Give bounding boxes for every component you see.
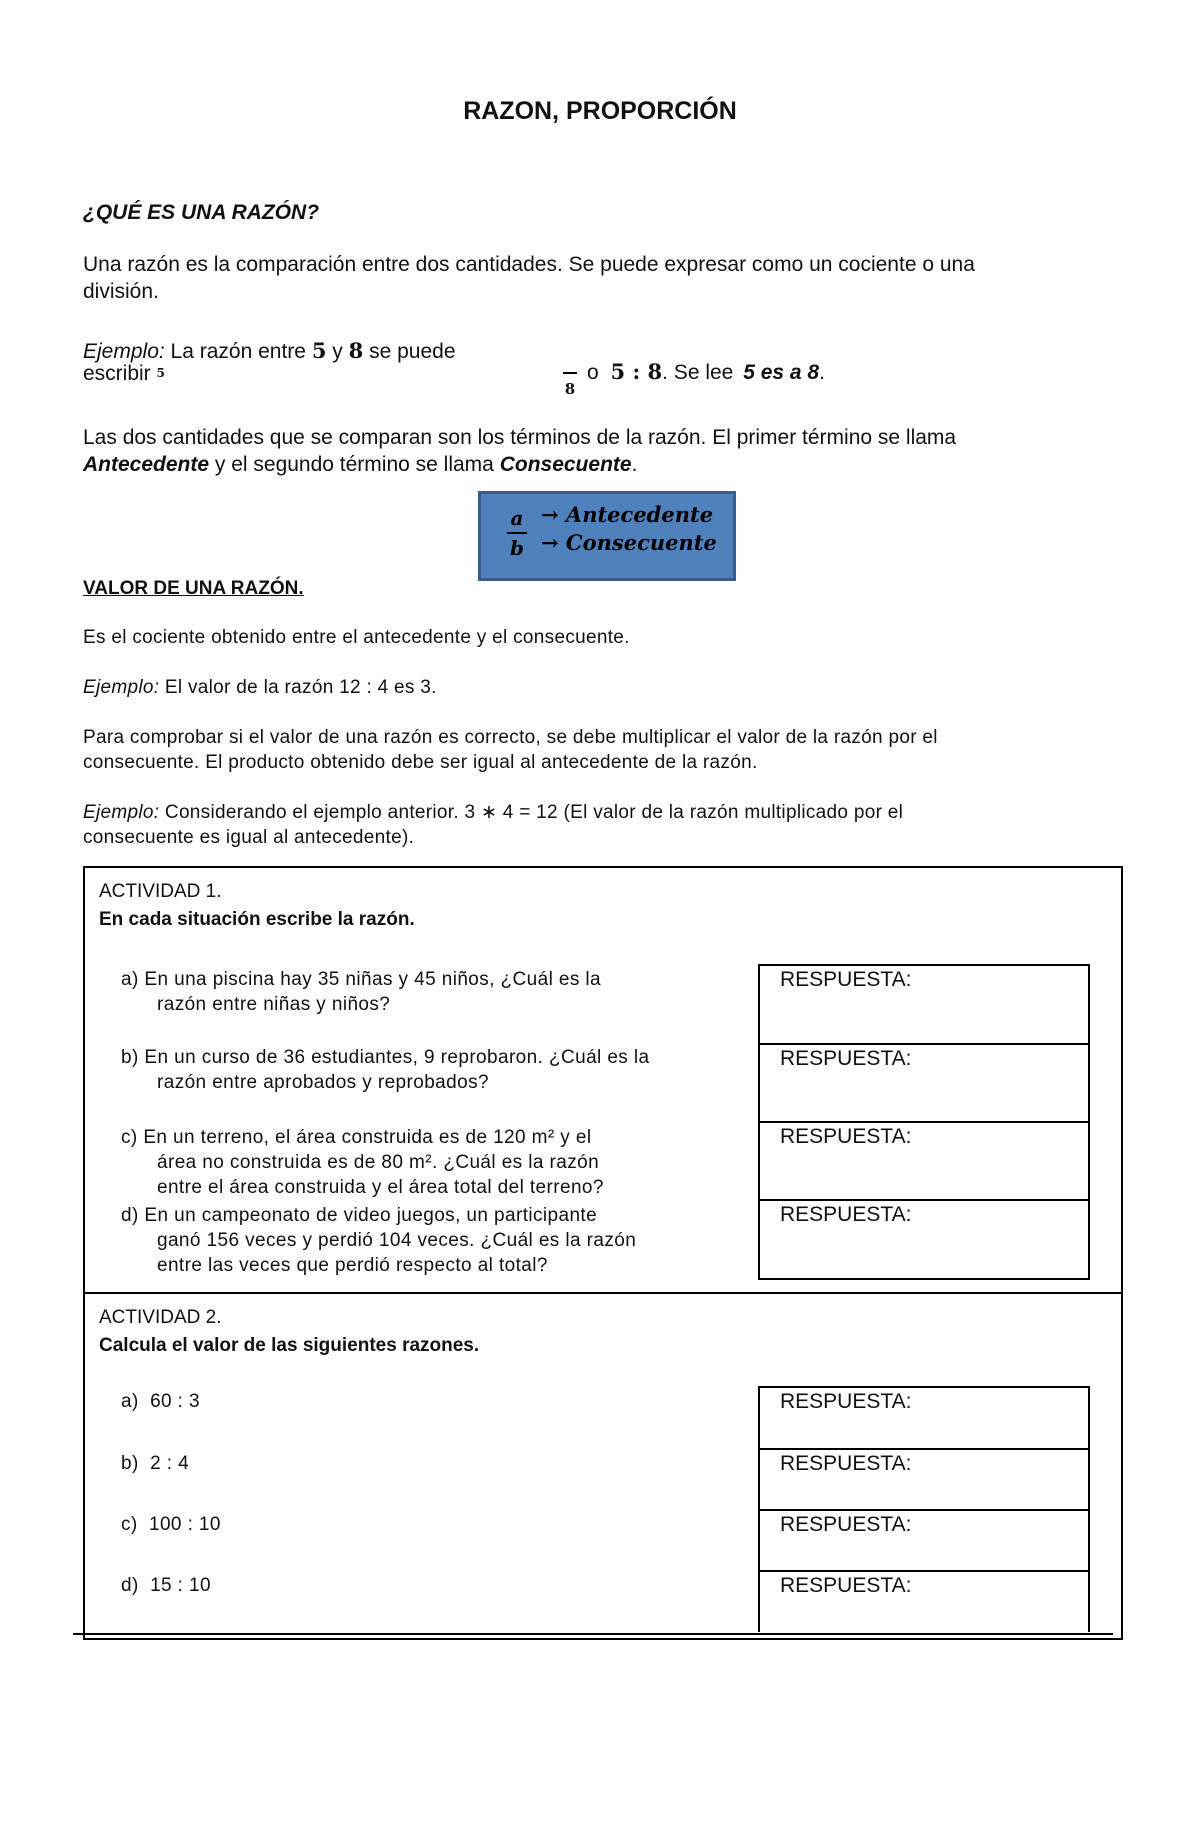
question-line: área no construida es de 80 m². ¿Cuál es la razón bbox=[157, 1152, 600, 1173]
valor-example2-line-2: consecuente es igual al antecedente). bbox=[83, 827, 415, 848]
activity-1-question-a bbox=[121, 967, 701, 1017]
example-ratio-line: o 5 : 8. Se lee 5 es a 8. bbox=[587, 359, 825, 384]
definition-line-2: división. bbox=[83, 280, 159, 303]
term-antecedente: Antecedente bbox=[83, 453, 210, 476]
valor-example2-text-1: Considerando el ejemplo anterior. 3 ∗ 4 = 12 (El valor de la razón multiplicado por el bbox=[164, 802, 904, 823]
fraction-bar bbox=[563, 372, 577, 374]
valor-example2-label: Ejemplo: bbox=[83, 802, 160, 823]
valor-check-paragraph bbox=[83, 725, 1103, 775]
example-text: La razón entre bbox=[170, 340, 306, 363]
valor-example bbox=[83, 675, 1103, 700]
fraction-denominator: 8 bbox=[564, 380, 576, 398]
activity-2-answers bbox=[758, 1386, 1090, 1632]
answer-box-a[interactable] bbox=[760, 966, 1088, 1045]
question-line: En un campeonato de video juegos, un participante bbox=[144, 1205, 598, 1226]
example-escribir: escribir bbox=[83, 362, 151, 385]
page-title: RAZON, PROPORCIÓN bbox=[463, 97, 737, 125]
activity-2-question-b bbox=[121, 1451, 189, 1476]
answer-label: RESPUESTA: bbox=[780, 1203, 912, 1226]
question-letter: b) bbox=[121, 1047, 139, 1068]
answer-box-c[interactable] bbox=[760, 1123, 1088, 1201]
question-line: entre el área construida y el área total del terreno? bbox=[157, 1177, 604, 1198]
activity-1-question-d bbox=[121, 1203, 721, 1278]
example-consequent: 8 bbox=[348, 338, 364, 363]
answer-box-c[interactable] bbox=[760, 1511, 1088, 1572]
answer-label: RESPUESTA: bbox=[780, 1513, 912, 1536]
valor-example2-line-1 bbox=[83, 800, 1103, 825]
question-letter: b) bbox=[121, 1453, 139, 1474]
box-antecedente-label: → Antecedente bbox=[541, 502, 714, 527]
answer-box-b[interactable] bbox=[760, 1045, 1088, 1123]
example-o: o bbox=[587, 361, 599, 384]
valor-definition: Es el cociente obtenido entre el antecedente y el consecuente. bbox=[83, 627, 630, 648]
section-heading-valor: VALOR DE UNA RAZÓN. bbox=[83, 578, 304, 599]
activity-2-instruction: Calcula el valor de las siguientes razones. bbox=[99, 1335, 480, 1356]
example-ratio: 5 : 8 bbox=[610, 359, 663, 384]
question-text: 2 : 4 bbox=[150, 1453, 190, 1474]
question-line: ganó 156 veces y perdió 104 veces. ¿Cuál es la razón bbox=[157, 1230, 637, 1251]
example-text-2: se puede bbox=[369, 340, 456, 363]
activity-2-question-a bbox=[121, 1389, 200, 1414]
answer-label: RESPUESTA: bbox=[780, 1452, 912, 1475]
question-text: 15 : 10 bbox=[150, 1575, 211, 1596]
example-superscript-5: 5 bbox=[156, 366, 165, 380]
question-letter: d) bbox=[121, 1575, 139, 1596]
box-fraction-bar bbox=[507, 532, 527, 534]
answer-label: RESPUESTA: bbox=[780, 1047, 912, 1070]
definition-line-1: Una razón es la comparación entre dos cantidades. Se puede expresar como un cociente o una bbox=[83, 253, 975, 276]
answer-box-a[interactable] bbox=[760, 1388, 1088, 1450]
answer-box-d[interactable] bbox=[760, 1572, 1088, 1634]
question-letter: a) bbox=[121, 969, 139, 990]
box-b: b bbox=[510, 536, 524, 560]
question-letter: a) bbox=[121, 1391, 139, 1412]
question-line: razón entre niñas y niños? bbox=[157, 994, 391, 1015]
example-fraction bbox=[563, 364, 577, 398]
activity-1-answers bbox=[758, 964, 1090, 1280]
question-text: 100 : 10 bbox=[149, 1514, 221, 1535]
valor-example2-paragraph bbox=[83, 800, 1103, 850]
answer-label: RESPUESTA: bbox=[780, 968, 912, 991]
answer-label: RESPUESTA: bbox=[780, 1574, 912, 1597]
question-line: razón entre aprobados y reprobados? bbox=[157, 1072, 489, 1093]
valor-example-label: Ejemplo: bbox=[83, 677, 160, 698]
valor-check-line-2: consecuente. El producto obtenido debe ser igual al antecedente de la razón. bbox=[83, 752, 758, 773]
answer-box-d[interactable] bbox=[760, 1201, 1088, 1278]
activity-1-header bbox=[99, 878, 415, 934]
activity-2-title: ACTIVIDAD 2. bbox=[99, 1307, 222, 1328]
valor-example-text: El valor de la razón 12 : 4 es 3. bbox=[164, 677, 437, 698]
activity-1-box bbox=[83, 866, 1123, 1294]
valor-check-line-1: Para comprobar si el valor de una razón es correcto, se debe multiplicar el valor de la razón por el bbox=[83, 727, 938, 748]
question-letter: c) bbox=[121, 1127, 138, 1148]
activity-1-question-c bbox=[121, 1125, 721, 1200]
question-line: En un curso de 36 estudiantes, 9 reprobaron. ¿Cuál es la bbox=[144, 1047, 650, 1068]
box-fraction bbox=[507, 506, 527, 560]
activity-1-question-b bbox=[121, 1045, 721, 1095]
answer-label: RESPUESTA: bbox=[780, 1390, 912, 1413]
activity-1-instruction: En cada situación escribe la razón. bbox=[99, 909, 415, 930]
example-read-value: 5 es a 8 bbox=[743, 361, 820, 384]
question-letter: d) bbox=[121, 1205, 139, 1226]
activity-2-header bbox=[99, 1304, 479, 1360]
definition-paragraph bbox=[83, 251, 1103, 305]
question-line: entre las veces que perdió respecto al total? bbox=[157, 1255, 548, 1276]
question-letter: c) bbox=[121, 1514, 138, 1535]
question-line: En una piscina hay 35 niñas y 45 niños, ¿Cuál es la bbox=[144, 969, 602, 990]
terms-line-2: Antecedente y el segundo término se llama Consecuente. bbox=[83, 453, 638, 476]
example-line-2 bbox=[83, 360, 283, 387]
activity-2-box bbox=[83, 1292, 1123, 1640]
activity-2-question-c bbox=[121, 1512, 221, 1537]
terms-paragraph bbox=[83, 424, 1103, 478]
example-label: Ejemplo: bbox=[83, 340, 165, 363]
section-heading-razon: ¿QUÉ ES UNA RAZÓN? bbox=[83, 201, 320, 224]
bottom-rule bbox=[73, 1633, 1113, 1635]
example-read: . Se lee bbox=[662, 361, 734, 384]
example-y: y bbox=[332, 340, 343, 363]
answer-box-b[interactable] bbox=[760, 1450, 1088, 1511]
answer-label: RESPUESTA: bbox=[780, 1125, 912, 1148]
example-antecedent: 5 bbox=[311, 338, 327, 363]
question-line: En un terreno, el área construida es de 120 m² y el bbox=[143, 1127, 592, 1148]
box-a: a bbox=[510, 506, 524, 530]
box-consecuente-label: → Consecuente bbox=[541, 530, 717, 555]
terms-middle: y el segundo término se llama bbox=[214, 453, 494, 476]
term-consecuente: Consecuente bbox=[499, 453, 632, 476]
activity-2-question-d bbox=[121, 1573, 211, 1598]
ratio-terms-box bbox=[478, 491, 736, 581]
activity-1-title: ACTIVIDAD 1. bbox=[99, 881, 222, 902]
question-text: 60 : 3 bbox=[150, 1391, 200, 1412]
terms-line-1: Las dos cantidades que se comparan son los términos de la razón. El primer término se llama bbox=[83, 426, 957, 449]
